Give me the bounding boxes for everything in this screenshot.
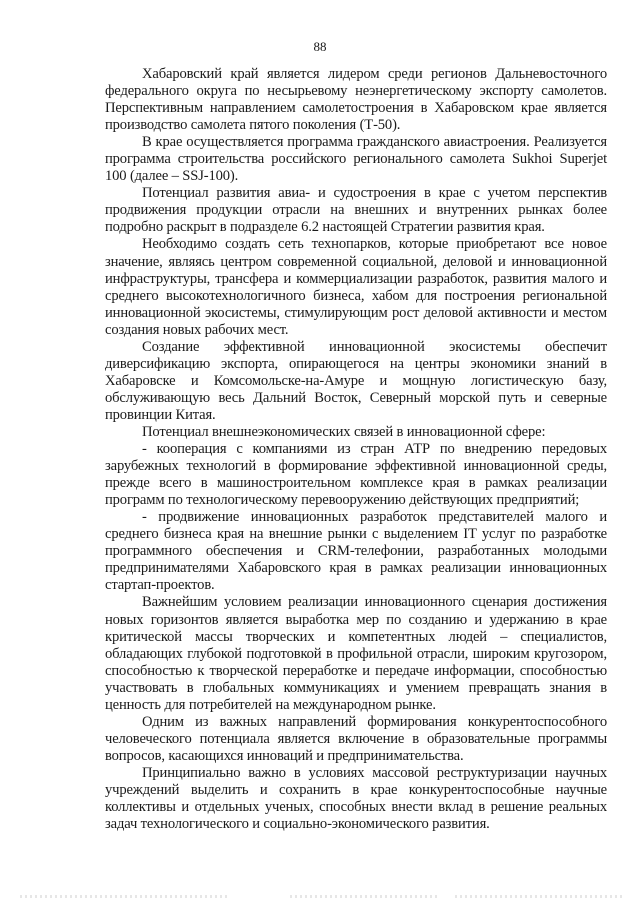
paragraph-human-capital: Важнейшим условием реализации инновационного сценария достижения новых горизонтов является выработка мер по созданию и удержанию в крае критической массы творческих и компетентных людей – специалистов, обладающих глубокой подготовкой в профильной отрасли, широким кругозором, способностью к творческой переработке и передаче информации, способностью участвовать в глобальных коммуникациях и умением превращать знания в ценность для потребителей на международном рынке. xyxy=(105,594,607,713)
paragraph-scientific-teams: Принципиально важно в условиях массовой реструктуризации научных учреждений выделить и сохранить в крае конкурентоспособные научные коллективы и отдельных ученых, способных внести вклад в решение реальных задач технологического и социально-экономического развития. xyxy=(105,764,607,833)
paragraph-civil-aviation: В крае осуществляется программа гражданского авиастроения. Реализуется программа строительства российского регионального самолета Sukhoi Superjet 100 (далее – SSJ-100). xyxy=(105,134,607,185)
list-item-cooperation: - кооперация с компаниями из стран АТР по внедрению передовых зарубежных технологий в формирование эффективной инновационной среды, прежде всего в машиностроительном комплексе края в рамках реализации программ по технологическому перевооружению действующих предприятий; xyxy=(105,441,607,509)
document-body xyxy=(105,66,607,833)
paragraph-aviation-leader: Хабаровский край является лидером среди регионов Дальневосточного федерального округа по несырьевому неэнергетическому экспорту самолетов. Перспективным направлением самолетостроения в Хабаровском крае является производство самолета пятого поколения (Т-50). xyxy=(105,66,607,134)
paragraph-innovation-ecosystem: Создание эффективной инновационной экосистемы обеспечит диверсификацию экспорта, опирающегося на центры экономики знаний в Хабаровске и Комсомольске-на-Амуре и мощную логистическую базу, обслуживающую весь Дальний Восток, Северный морской путь и северные провинции Китая. xyxy=(105,338,607,423)
paragraph-education-programs: Одним из важных направлений формирования конкурентоспособного человеческого потенциала является включение в образовательные программы вопросов, касающихся инноваций и предпринимательства. xyxy=(105,713,607,764)
list-item-promotion: - продвижение инновационных разработок представителей малого и среднего бизнеса края на внешние рынки с выделением IT услуг по разработке программного обеспечения и CRM-телефонии, разработанных молодыми предпринимателями Хабаровского края в рамках реализации инновационных стартап-проектов. xyxy=(105,509,607,594)
paragraph-aviation-shipbuilding-potential: Потенциал развития авиа- и судостроения в крае с учетом перспектив продвижения продукции отрасли на внешних и внутренних рынках более подробно раскрыт в подразделе 6.2 настоящей Стратегии развития края. xyxy=(105,185,607,236)
scan-edge-artifact xyxy=(0,891,640,905)
paragraph-technoparks: Необходимо создать сеть технопарков, которые приобретают все новое значение, являясь центром современной социальной, деловой и инновационной инфраструктуры, трансфера и коммерциализации разработок, развития малого и среднего высокотехнологичного бизнеса, хабом для построения региональной инновационной экосистемы, стимулирующим рост деловой активности и местом создания новых рабочих мест. xyxy=(105,236,607,338)
paragraph-foreign-economic-potential: Потенциал внешнеэкономических связей в инновационной сфере: xyxy=(142,423,546,440)
page-number: 88 xyxy=(313,39,327,54)
